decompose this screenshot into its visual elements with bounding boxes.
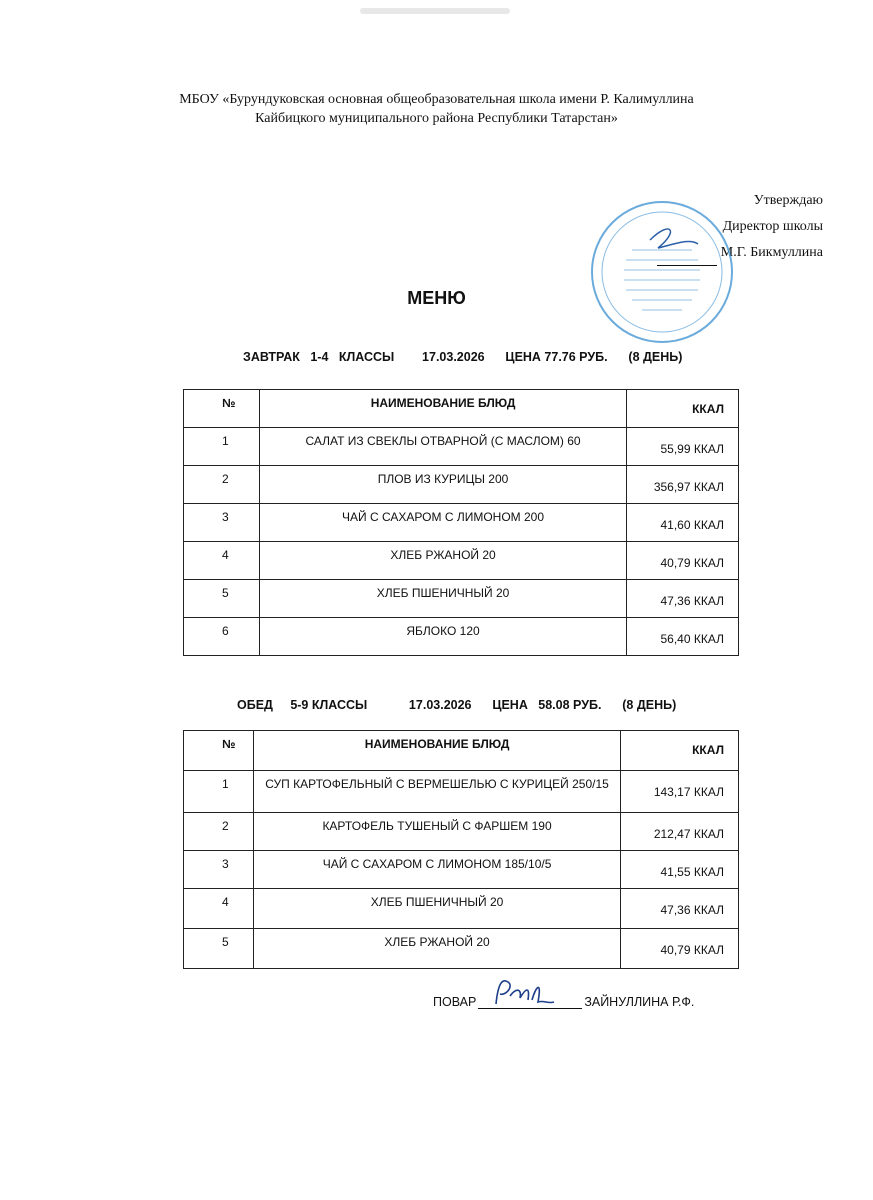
kcal-value: 212,47 ККАЛ [621, 813, 739, 851]
row-number: 3 [184, 851, 254, 889]
breakfast-table [183, 389, 739, 656]
table-row [184, 813, 739, 851]
cook-signature-image [488, 974, 558, 1010]
kcal-value: 56,40 ККАЛ [627, 618, 739, 656]
dish-name: ХЛЕБ РЖАНОЙ 20 [253, 929, 620, 969]
cook-label: ПОВАР [433, 995, 477, 1009]
row-number: 4 [184, 889, 254, 929]
kcal-value: 41,60 ККАЛ [627, 504, 739, 542]
table-row [184, 771, 739, 813]
row-number: 1 [184, 428, 260, 466]
kcal-value: 55,99 ККАЛ [627, 428, 739, 466]
column-header-kcal: ККАЛ [621, 731, 739, 771]
dish-name: САЛАТ ИЗ СВЕКЛЫ ОТВАРНОЙ (С МАСЛОМ) 60 [259, 428, 626, 466]
kcal-value: 40,79 ККАЛ [627, 542, 739, 580]
row-number: 1 [184, 771, 254, 813]
org-line-1: МБОУ «Бурундуковская основная общеобразовательная школа имени Р. Калимуллина [179, 92, 694, 107]
table-header-row [184, 390, 739, 428]
organization-header [0, 90, 873, 128]
row-number: 6 [184, 618, 260, 656]
table-row [184, 504, 739, 542]
dish-name: ХЛЕБ ПШЕНИЧНЫЙ 20 [259, 580, 626, 618]
scan-artifact [360, 8, 510, 14]
kcal-value: 143,17 ККАЛ [621, 771, 739, 813]
table-row [184, 428, 739, 466]
director-name: М.Г. Бикмуллина [720, 245, 823, 260]
table-row [184, 851, 739, 889]
approve-label: Утверждаю [753, 193, 823, 208]
kcal-value: 47,36 ККАЛ [621, 889, 739, 929]
cook-signature-block [433, 995, 694, 1009]
dish-name: ЧАЙ С САХАРОМ С ЛИМОНОМ 200 [259, 504, 626, 542]
row-number: 2 [184, 813, 254, 851]
kcal-value: 40,79 ККАЛ [621, 929, 739, 969]
dish-name: СУП КАРТОФЕЛЬНЫЙ С ВЕРМЕШЕЛЬЮ С КУРИЦЕЙ 250/15 [253, 771, 620, 813]
dish-name: ЧАЙ С САХАРОМ С ЛИМОНОМ 185/10/5 [253, 851, 620, 889]
org-line-2: Кайбицкого муниципального района Республики Татарстан» [255, 111, 618, 126]
column-header-dish: НАИМЕНОВАНИЕ БЛЮД [253, 731, 620, 771]
column-header-kcal: ККАЛ [627, 390, 739, 428]
cook-name: ЗАЙНУЛЛИНА Р.Ф. [584, 995, 695, 1009]
row-number: 5 [184, 580, 260, 618]
kcal-value: 356,97 ККАЛ [627, 466, 739, 504]
lunch-table [183, 730, 739, 969]
school-stamp-image [580, 200, 740, 350]
dish-name: КАРТОФЕЛЬ ТУШЕНЫЙ С ФАРШЕМ 190 [253, 813, 620, 851]
page-title: МЕНЮ [407, 288, 466, 308]
kcal-value: 47,36 ККАЛ [627, 580, 739, 618]
dish-name: ХЛЕБ РЖАНОЙ 20 [259, 542, 626, 580]
table-row [184, 618, 739, 656]
dish-name: ПЛОВ ИЗ КУРИЦЫ 200 [259, 466, 626, 504]
signature-line [478, 996, 582, 1009]
row-number: 4 [184, 542, 260, 580]
table-row [184, 466, 739, 504]
row-number: 3 [184, 504, 260, 542]
column-header-dish: НАИМЕНОВАНИЕ БЛЮД [259, 390, 626, 428]
table-row [184, 929, 739, 969]
table-row [184, 889, 739, 929]
dish-name: ХЛЕБ ПШЕНИЧНЫЙ 20 [253, 889, 620, 929]
director-position: Директор школы [722, 219, 823, 234]
table-row [184, 542, 739, 580]
table-row [184, 580, 739, 618]
column-header-number: № [184, 390, 260, 428]
column-header-number: № [184, 731, 254, 771]
breakfast-heading: ЗАВТРАК 1-4 КЛАССЫ 17.03.2026 ЦЕНА 77.76 РУБ. (8 ДЕНЬ) [243, 350, 683, 364]
kcal-value: 41,55 ККАЛ [621, 851, 739, 889]
row-number: 2 [184, 466, 260, 504]
dish-name: ЯБЛОКО 120 [259, 618, 626, 656]
row-number: 5 [184, 929, 254, 969]
lunch-heading: ОБЕД 5-9 КЛАССЫ 17.03.2026 ЦЕНА 58.08 РУБ. (8 ДЕНЬ) [237, 698, 677, 712]
table-header-row [184, 731, 739, 771]
